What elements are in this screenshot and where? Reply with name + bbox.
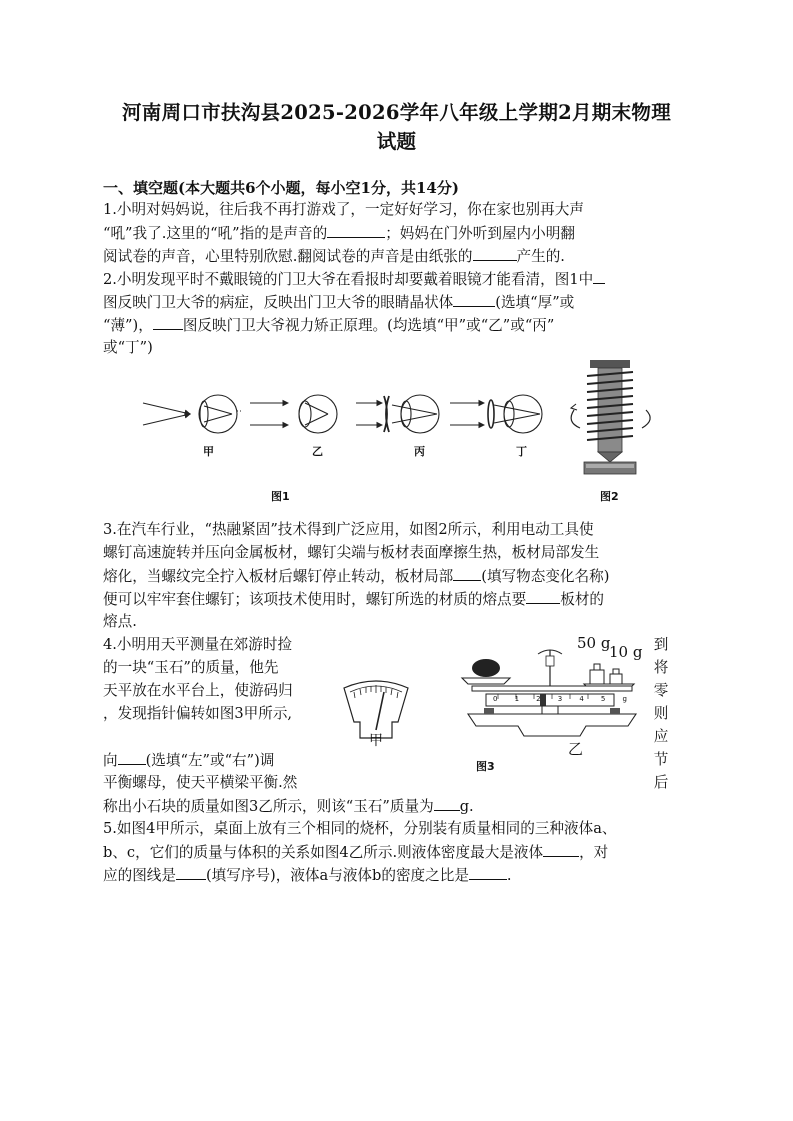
- q4-right-char: 节: [653, 751, 669, 768]
- q5-text: (填写序号)，液体a与液体b的密度之比是: [205, 867, 469, 884]
- q3-line1: 3.在汽车行业，“热融紧固”技术得到广泛应用，如图2所示，利用电动工具使: [103, 521, 594, 538]
- q2-text: 图反映门卫大爷的病症，反映出门卫大爷的眼睛晶状体: [103, 294, 454, 311]
- q4-text: 向: [103, 752, 118, 769]
- q1-text: “吼”我了.这里的“吼”指的是声音的: [103, 225, 328, 242]
- page-title: 河南周口市扶沟县2025-2026学年八年级上学期2月期末物理: [121, 101, 671, 124]
- q3-line3: [103, 566, 609, 587]
- q4-line7: 平衡螺母，使天平横梁平衡.然: [103, 774, 298, 791]
- eye-diagram-bing: [356, 395, 439, 433]
- weights: [590, 664, 622, 684]
- q2-text: (选填“厚”或: [495, 294, 575, 311]
- q4-line6: [103, 750, 274, 771]
- figure3-label-jia: 甲: [369, 733, 383, 749]
- q4-right-char: 将: [653, 659, 669, 676]
- figure1-label: 甲: [203, 445, 214, 458]
- eye-diagram-jia: [143, 395, 241, 433]
- figure3-label-yi: 乙: [568, 740, 584, 758]
- answer-blank[interactable]: [176, 865, 206, 880]
- q5-line3: [103, 865, 512, 886]
- q4-right-char: 后: [653, 774, 669, 791]
- q4-right-char: 应: [653, 728, 669, 745]
- eye-diagram-yi: [250, 395, 337, 433]
- answer-blank[interactable]: [526, 589, 560, 604]
- q5-text: ，对: [579, 844, 609, 861]
- q3-line5: 熔点.: [103, 613, 137, 630]
- q1-text: 阅试卷的声音，心里特别欣慰.翻阅试卷的声音是由纸张的: [103, 248, 473, 265]
- q3-line4: [103, 589, 604, 610]
- q3-text: 熔化，当螺纹完全拧入板材后螺钉停止转动，板材局部: [103, 568, 454, 585]
- q2-line2: [103, 292, 574, 313]
- weight-label-50g: 50 g: [577, 634, 611, 652]
- figure1-label: 乙: [312, 445, 323, 458]
- answer-blank[interactable]: [469, 865, 507, 880]
- q4-line1: 4.小明用天平测量在郊游时捡: [103, 636, 293, 653]
- tick-label: 2: [536, 695, 541, 703]
- tick-label: 5: [600, 695, 606, 703]
- weight-label-10g: 10 g: [609, 643, 643, 661]
- answer-blank[interactable]: [434, 796, 460, 811]
- answer-blank[interactable]: [453, 566, 481, 581]
- figure2-screw-diagram: [562, 358, 660, 484]
- tick-label: g: [622, 695, 627, 703]
- q2-line3: [103, 315, 554, 336]
- q5-text: .: [506, 867, 512, 884]
- q2-text: 2.小明发现平时不戴眼镜的门卫大爷在看报时却要戴着眼镜才能看清，图1中: [103, 271, 594, 288]
- stone: [472, 659, 500, 677]
- q5-text: 应的图线是: [103, 867, 176, 884]
- q5-line2: [103, 842, 608, 863]
- eye-diagram-ding: [450, 395, 542, 433]
- scale-ticks: [493, 695, 627, 703]
- tick-label: 1: [514, 695, 520, 703]
- page-title-line2: 试题: [376, 130, 417, 153]
- answer-blank[interactable]: [118, 750, 146, 765]
- figure1-label: 丙: [414, 445, 425, 458]
- figure1-label: 丁: [516, 445, 527, 458]
- q4-right-char: 则: [653, 705, 669, 722]
- q5-text: b、c，它们的质量与体积的关系如图4乙所示.则液体密度最大是液体: [103, 844, 544, 861]
- q2-text: 图反映门卫大爷视力矫正原理。(均选填“甲”或“乙”或“丙”: [182, 317, 555, 334]
- q2-text: “薄”)，: [103, 317, 153, 334]
- section-heading: 一、填空题(本大题共6个小题，每小空1分，共14分): [103, 179, 459, 197]
- tick-label: 3: [557, 695, 563, 703]
- q2-line4: 或“丁”): [103, 339, 153, 356]
- figure1-caption: 图1: [271, 490, 290, 503]
- q4-line8: [103, 796, 474, 817]
- figure3-caption: 图3: [476, 760, 495, 773]
- q4-right-char: 零: [653, 682, 669, 699]
- q1-text: 产生的.: [516, 248, 565, 265]
- q4-line4: ，发现指针偏转如图3甲所示,: [103, 705, 293, 722]
- answer-blank[interactable]: [453, 292, 495, 307]
- q4-line2: 的一块“玉石”的质量，他先: [103, 659, 279, 676]
- answer-blank[interactable]: [473, 246, 517, 261]
- figure2-caption: 图2: [600, 490, 619, 503]
- q4-text: g.: [459, 798, 474, 815]
- q2-line1: [103, 269, 605, 290]
- answer-blank[interactable]: [593, 269, 605, 284]
- q3-line2: 螺钉高速旋转并压向金属板材，螺钉尖端与板材表面摩擦生热，板材局部发生: [103, 544, 600, 561]
- q5-line1: 5.如图4甲所示，桌面上放有三个相同的烧杯，分别装有质量相同的三种液体a、: [103, 820, 617, 837]
- q1-text: ；妈妈在门外听到屋内小明翻: [385, 225, 575, 242]
- q4-line3: 天平放在水平台上，使游码归: [103, 682, 293, 699]
- answer-blank[interactable]: [327, 223, 385, 238]
- q3-text: (填写物态变化名称): [481, 568, 610, 585]
- q3-text: 板材的: [560, 591, 605, 608]
- answer-blank[interactable]: [543, 842, 579, 857]
- q4-text: 称出小石块的质量如图3乙所示，则该“玉石”质量为: [103, 798, 434, 815]
- q1-line3: [103, 246, 565, 267]
- q4-right-char: 到: [653, 636, 669, 653]
- answer-blank[interactable]: [153, 315, 183, 330]
- q1-line2: [103, 223, 575, 244]
- q1-line1: 1.小明对妈妈说，往后我不再打游戏了，一定好好学习，你在家也别再大声: [103, 201, 584, 218]
- tick-label: 0: [493, 695, 498, 703]
- q3-text: 便可以牢牢套住螺钉；该项技术使用时，螺钉所选的材质的熔点要: [103, 591, 527, 608]
- tick-label: 4: [579, 695, 584, 703]
- figure1-eye-diagrams: [138, 378, 556, 458]
- q4-text: (选填“左”或“右”)调: [145, 752, 275, 769]
